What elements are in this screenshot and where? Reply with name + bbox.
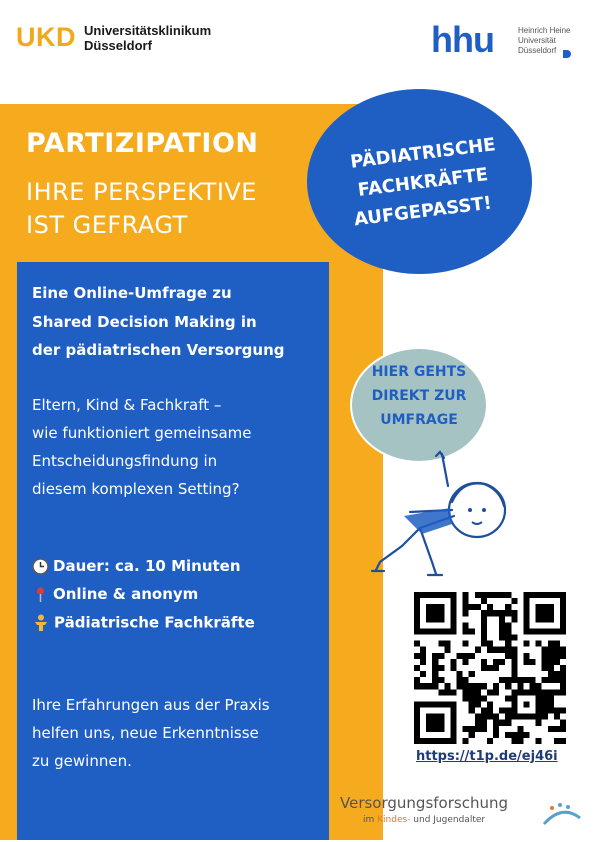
title-sub-line1: IHRE PERSPEKTIVE: [26, 178, 257, 206]
intro-line3: der pädiatrischen Versorgung: [32, 341, 285, 359]
badge-line1: PÄDIATRISCHE: [349, 134, 497, 173]
footer-sub-accent: Kindes-: [377, 815, 411, 825]
footer-sub-prefix: im: [363, 815, 378, 825]
fact-online-label: Online & anonym: [53, 585, 199, 603]
ukd-name-line2: Düsseldorf: [84, 38, 152, 53]
question-line3: Entscheidungsfindung in: [32, 452, 218, 470]
fact-audience: [32, 614, 255, 632]
fact-duration-label: Dauer: ca. 10 Minuten: [53, 557, 241, 575]
footer-logo-subtitle: [363, 816, 485, 825]
closing-line3: zu gewinnen.: [32, 752, 132, 770]
fact-duration: [32, 558, 241, 575]
closing-line2: helfen uns, neue Erkenntnisse: [32, 724, 259, 742]
intro-line1: Eine Online-Umfrage zu: [32, 284, 232, 302]
fact-online: [32, 586, 198, 603]
ukd-name-line1: Universitätsklinikum: [84, 23, 212, 38]
title-sub-line2: IST GEFRAGT: [26, 211, 188, 239]
hhu-sub-line2: Universität: [518, 36, 556, 45]
hhu-sub-line3: Düsseldorf: [518, 46, 557, 55]
survey-bubble-line1: HIER GEHTS: [371, 364, 467, 380]
intro-line2: Shared Decision Making in: [32, 313, 257, 331]
footer-sub-suffix: und Jugendalter: [410, 815, 486, 825]
pin-icon: [32, 586, 49, 603]
question-line2: wie funktioniert gemeinsame: [32, 424, 252, 442]
closing-line1: Ihre Erfahrungen aus der Praxis: [32, 696, 270, 714]
ukd-logo: UKD: [16, 22, 76, 52]
survey-bubble-line2: DIREKT ZUR: [371, 388, 467, 404]
question-line1: Eltern, Kind & Fachkraft –: [32, 396, 222, 414]
question-line4: diesem komplexen Setting?: [32, 480, 240, 498]
clock-icon: [32, 558, 49, 575]
title-main: PARTIZIPATION: [26, 128, 259, 159]
survey-bubble-line3: UMFRAGE: [380, 412, 458, 428]
badge-line3: AUFGEPASST!: [352, 192, 493, 231]
child-illustration: [370, 450, 520, 585]
hhu-logo: hhu: [431, 19, 494, 60]
hhu-logo-dot: [563, 50, 571, 58]
hhu-sub-line1: Heinrich Heine: [518, 26, 571, 35]
footer-logo-title: Versorgungsforschung: [340, 794, 508, 812]
footer-logo-mark: [542, 800, 582, 828]
qr-code[interactable]: [414, 592, 566, 744]
person-icon: [32, 614, 50, 632]
survey-link[interactable]: https://t1p.de/ej46i: [416, 749, 558, 764]
badge-line2: FACHKRÄFTE: [356, 164, 490, 201]
fact-audience-label: Pädiatrische Fachkräfte: [54, 613, 255, 632]
